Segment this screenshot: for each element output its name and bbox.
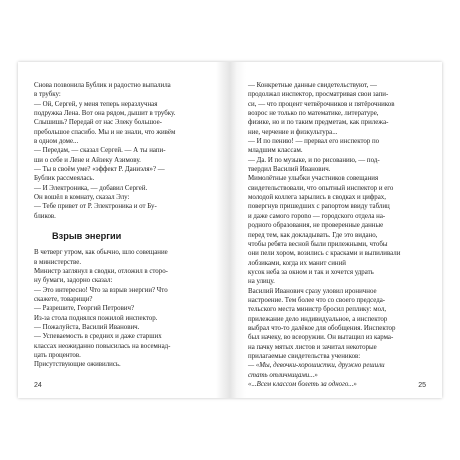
text-line: повергнув пришедших с рапортом ввиду таблиц [248, 203, 390, 211]
text-line: Снова позвонила Бублик и радостно выпалила [34, 82, 171, 89]
text-line: прилагаемые свидетельства учеников: [248, 352, 361, 360]
text-line: родного образования, не проверенные данные [248, 222, 384, 230]
text-line: перед тем, как докладывать. Где это видано, [248, 231, 378, 239]
text-line: настроение. Тем более что со своего председа- [248, 296, 386, 304]
text-line: Мимолётные улыбки участников совещания [248, 175, 379, 183]
text-line: лобзиками, когда их манит синий [248, 259, 346, 267]
text-line: — «Мы, девочки-хорошистки, дружно решили [248, 362, 385, 370]
right-page [230, 62, 442, 398]
text-line: продолжал инспектор, просматривая свои запи- [248, 91, 389, 99]
page-number-left: 24 [34, 381, 42, 389]
open-book [18, 62, 442, 398]
text-line: возрос не только по математике, литературе, [248, 110, 379, 118]
text-line: — Передам, — сказал Сергей. — А ты напи- [34, 147, 166, 155]
chapter-heading: Взрыв энергии [52, 231, 122, 242]
text-line: — Ты в своём уме? «эффект Р. Даниэля»? — [34, 166, 165, 174]
text-line: си, — что процент четвёрочников и пятёрочников [248, 100, 395, 108]
text-line: — Конкретные данные свидетельствуют, — [248, 82, 377, 89]
text-line: Присутствующие оживились. [34, 361, 121, 369]
text-line: стать отличницами...» [248, 371, 318, 379]
text-line: они пели хором, возились с красками и выпиливали [248, 250, 401, 258]
text-line: — И Электроника, — добавил Сергей. [34, 184, 148, 192]
text-line: — Разрешите, Георгий Петрович? [34, 305, 135, 313]
text-line: Он вошёл в комнату, сказал Элу: [34, 194, 130, 202]
text-line: тельского места министр бросил реплику: мол, [248, 306, 387, 314]
text-line: — Тебе привет от Р. Электроника и от Бу- [34, 203, 157, 211]
text-line: на пачку мятых листов и зачитал некоторые [248, 343, 377, 351]
text-line: — Да. И по музыке, и по рисованию, — под- [248, 156, 380, 164]
left-page-text-block-2 [34, 248, 216, 369]
text-line: пребольшое спасибо. Мы и не знали, что живём [34, 128, 176, 136]
text-line: прилежание дело индивидуальное, а инспектор [248, 315, 388, 323]
text-line: бликов. [34, 212, 56, 220]
text-line: физике, но и по таким предметам, как прилежа- [248, 119, 389, 127]
text-line: В четверг утром, как обычно, шло совещание [34, 249, 168, 257]
text-line: в министерстве. [34, 258, 82, 266]
text-line: молодой коллега зарылись в сводках и цифрах, [248, 194, 386, 202]
text-line: свидетельствовали, что опытный инспектор и его [248, 184, 394, 192]
left-page-text-block-1 [34, 81, 216, 221]
text-line: Слышишь? Передай от нас Элеку большое- [34, 119, 162, 127]
page-number-right: 25 [418, 381, 426, 389]
text-line: «...Всем классом болеть за одного...» [248, 381, 357, 388]
text-line: — Это интересно! Что за взрыв энергии? Что [34, 286, 168, 294]
text-line: кусок неба за окном и так и хочется удрать [248, 268, 374, 276]
text-line: ши о себе и Лене и Айзеку Азимову. [34, 156, 141, 164]
text-line: — И по пению! — прервал его инспектор по [248, 138, 380, 146]
text-line: Из-за стола поднялся пожилой инспектор. [34, 314, 158, 322]
text-line: Бублик рассмеялась. [34, 175, 95, 183]
text-line: ну бумаги, задорно сказал: [34, 277, 113, 285]
text-line: Министр заглянул в сводки, отложил в сторо- [34, 267, 168, 275]
text-line: на улицу. [248, 278, 275, 286]
text-line: ние, черчение и физкультура... [248, 128, 338, 136]
text-line: в одном доме... [34, 138, 79, 146]
text-line: чтобы ребята весной были прилежными, чтобы [248, 240, 388, 248]
text-line: — Ой, Сергей, у меня теперь неразлучная [34, 100, 158, 108]
text-line: выбрал что-то далёкое для обобщения. Инспектор [248, 324, 396, 332]
text-line: — Успеваемость в средних и даже старших [34, 333, 162, 341]
text-line: твердил Василий Иванович. [248, 166, 331, 174]
left-page [18, 62, 230, 398]
text-line: в трубку: [34, 91, 61, 99]
text-line: подружка Лена. Вот она рядом, дышит в трубку. [34, 110, 176, 118]
text-line: классах неожиданно повысилась на восемнад- [34, 342, 171, 350]
text-line: цать процентов. [34, 351, 81, 359]
text-line: младшим классам. [248, 147, 303, 155]
right-page-text-block [248, 81, 428, 389]
text-line: Василий Иванович сразу уловил ироничное [248, 287, 377, 295]
text-line: был начеку, во всеоружии. Он вытащил из карма- [248, 334, 394, 342]
text-line: — Пожалуйста, Василий Иванович. [34, 323, 140, 331]
text-line: скажете, товарищи? [34, 295, 93, 303]
text-line: и даже самого горono — городского отдела на- [248, 212, 386, 220]
